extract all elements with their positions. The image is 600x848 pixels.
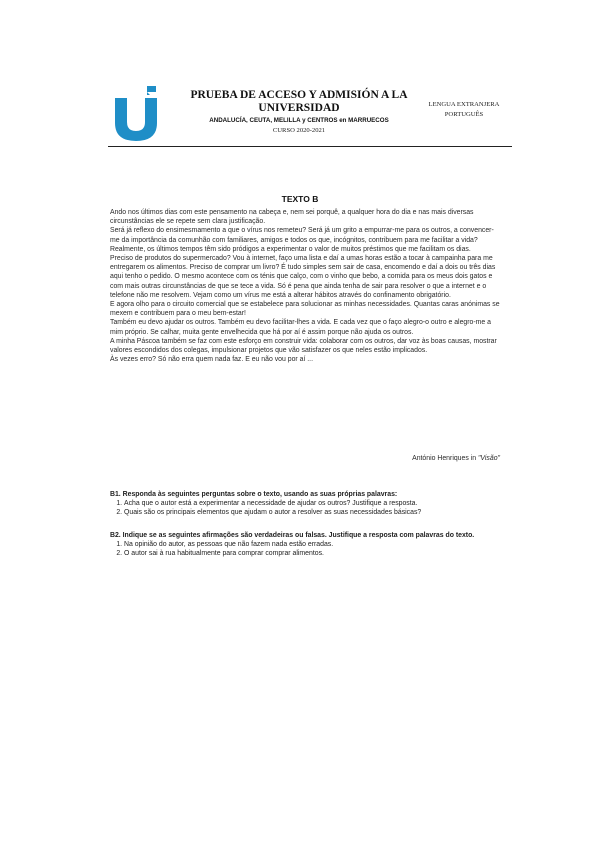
exam-subtitle: ANDALUCÍA, CEUTA, MELILLA y CENTROS en MARRUECOS: [209, 117, 389, 124]
paragraph: Também eu devo ajudar os outros. Também eu devo facilitar-lhes a vida. E cada vez que o faço alegro-o outro e alegro-me a mim próprio. Se calhar, muita gente envelhecida que há por aí é assim porque não ajuda os outros.: [110, 319, 491, 336]
question-title: B1. Responda às seguintes perguntas sobre o texto, usando as suas próprias palavras:: [110, 491, 398, 498]
text-title: TEXTO B: [281, 194, 319, 204]
question-item: 1. Na opinião do autor, as pessoas que não fazem nada estão erradas.: [124, 540, 502, 549]
question-title: B2. Indique se as seguintes afirmações são verdadeiras ou falsas. Justifique a resposta com palavras do texto.: [110, 532, 475, 539]
paragraph: Às vezes erro? Só não erra quem nada faz. E eu não vou por aí ...: [110, 356, 314, 364]
exam-header: [108, 84, 512, 146]
question-item: 1. Acha que o autor está a experimentar a necessidade de ajudar os outros? Justifique a resposta.: [124, 499, 502, 508]
question-b2: [110, 531, 502, 559]
question-item: 2. Quais são os principais elementos que ajudam o autor a resolver as suas necessidades básicas?: [124, 508, 502, 517]
exam-subject: [416, 100, 512, 120]
paragraph: Realmente, os últimos tempos têm sido pródigos a experimentar o valor de muitos préstimos que me facilitam os dias.: [110, 245, 471, 253]
exam-subject-line1: LENGUA EXTRANJERA: [428, 101, 500, 108]
text-body: [110, 208, 502, 364]
header-divider: [108, 146, 512, 147]
question-list: [110, 499, 502, 517]
paragraph: Ando nos últimos dias com este pensamento na cabeça e, nem sei porquê, a qualquer hora do dia e nas mais diversas circunstâncias ele se repete sem clara justificação.: [110, 209, 474, 226]
signature-author: António Henriques in: [412, 455, 478, 462]
university-logo-icon: [112, 86, 162, 142]
exam-course: CURSO 2020-2021: [272, 127, 326, 134]
question-b1: [110, 490, 502, 518]
signature-source: "Visão": [477, 455, 500, 462]
exam-title-line2: UNIVERSIDAD: [258, 102, 340, 114]
paragraph: A minha Páscoa também se faz com este esforço em construir vida: colaborar com os outros, dar voz às boas causas, mostrar valores escondidos dos colegas, impulsionar projetos que vão satisfazer os que neles estão implicados.: [110, 337, 497, 355]
exam-title-block: [184, 89, 414, 134]
exam-title-line1: PRUEBA DE ACCESO Y ADMISIÓN A LA: [190, 89, 408, 101]
paragraph: Preciso de produtos do supermercado? Vou à internet, faço uma lista e daí a umas horas estão a tocar à campainha para me entregarem os alimentos. Preciso de comprar um livro? É tudo simples sem sair de casa, encomendo e daí a dois ou três dias aqui tenho o pedido. O mesmo acontece com os ténis que calço, com o vinho que bebo, a comida para os meus dois gatos e com mais outras circunstâncias de que se tece a vida. Só é pena que ainda tenha de sair para resolver o que a internet e o telefone não me resolvem. Vejam como um vírus me está a alterar hábitos através do confinamento obrigatório.: [110, 255, 496, 299]
paragraph: E agora olho para o circuito comercial que se estabelece para solucionar as minhas necessidades. Quantas caras anónimas se mexem e contribuem para o meu bem-estar!: [110, 301, 500, 318]
exam-subject-line2: PORTUGUÊS: [444, 111, 484, 118]
question-list: [110, 540, 502, 558]
question-item: 2. O autor sai à rua habitualmente para comprar comprar alimentos.: [124, 549, 502, 558]
signature: [320, 455, 500, 462]
paragraph: Será já reflexo do ensimesmamento a que o vírus nos remeteu? Será já um grito a empurrar-me para os outros, a convencer-me da importância da comunhão com familiares, amigos e todos os que, incógnitos, contribuem para me facilitar a vida?: [110, 227, 494, 244]
